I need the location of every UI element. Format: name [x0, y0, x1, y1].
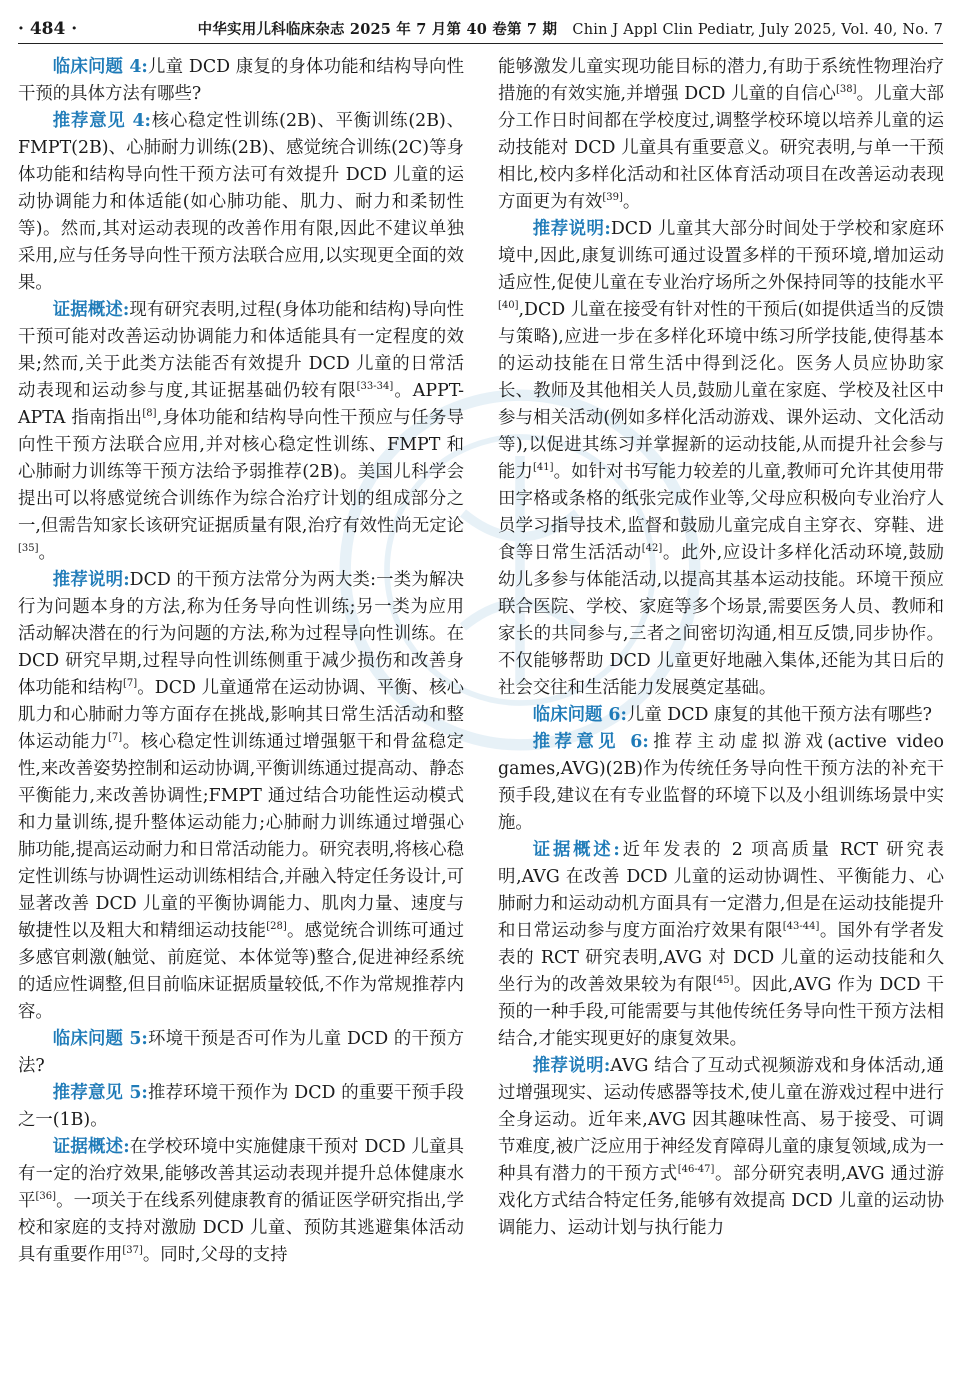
paragraph-text: 核心稳定性训练(2B)、平衡训练(2B)、FMPT(2B)、心肺耐力训练(2B)、感觉统合训练(2C)等身体功能和结构导向性干预方法可有效提升 DCD 儿童的运动协调能力和体适能(如心肺功能、肌力、耐力和柔韧性等)。然而,其对运动表现的改善作用有限,因此不建议单独采用,应与任务导向性干预方法联合应用,以实现更全面的效果。: [18, 111, 464, 293]
paragraph: [498, 702, 944, 729]
paragraph: [18, 1134, 464, 1269]
paragraph-text: 近年发表的 2 项高质量 RCT 研究表明,AVG 在改善 DCD 儿童的运动协调性、平衡能力、心肺耐力和运动动机方面具有一定潜力,但是在运动技能提升和日常运动参与度方面治疗效果有限[43-44]。国外有学者发表的 RCT 研究表明,AVG 对 DCD 儿童的运动技能和久坐行为的改善效果较为有限[45]。因此,AVG 作为 DCD 干预的一种手段,可能需要与其他传统任务导向性干预方法相结合,才能实现更好的康复效果。: [498, 840, 944, 1049]
citation-ref: [8]: [142, 408, 157, 420]
citation-ref: [7]: [107, 732, 123, 744]
section-label: 临床问题 4:: [52, 57, 148, 77]
section-label: 推荐说明:: [52, 570, 130, 590]
citation-ref: [37]: [122, 1245, 143, 1257]
citation-ref: [7]: [123, 678, 138, 690]
paragraph-text: 儿童 DCD 康复的身体功能和结构导向性干预的具体方法有哪些?: [18, 57, 465, 104]
paragraph: [498, 837, 944, 1053]
paragraph-text: 儿童 DCD 康复的其他干预方法有哪些?: [626, 705, 932, 725]
citation-ref: [33-34]: [356, 381, 394, 393]
paragraph: [18, 1026, 464, 1080]
page-header: [18, 10, 943, 44]
section-label: 证据概述:: [532, 840, 620, 860]
citation-ref: [38]: [835, 84, 857, 96]
section-label: 证据概述:: [52, 300, 130, 320]
paragraph: [18, 567, 464, 1026]
paragraph: [498, 54, 944, 216]
section-label: 证据概述:: [52, 1137, 130, 1157]
paragraph-text: 推荐环境干预作为 DCD 的重要干预手段之一(1B)。: [18, 1083, 465, 1130]
paragraph-text: 能够激发儿童实现功能目标的潜力,有助于系统性物理治疗措施的有效实施,并增强 DCD 儿童的自信心[38]。儿童大部分工作日时间都在学校度过,调整学校环境以培养儿童的运动技能对 DCD 儿童具有重要意义。研究表明,与单一干预相比,校内多样化活动和社区体育活动项目在改善运动表现方面更为有效[39]。: [498, 57, 944, 212]
citation-ref: [45]: [712, 975, 734, 987]
citation-ref: [41]: [533, 462, 554, 474]
page-number: · 484 ·: [18, 19, 78, 39]
paragraph-text: AVG 结合了互动式视频游戏和身体活动,通过增强现实、运动传感器等技术,使儿童在游戏过程中进行全身运动。近年来,AVG 因其趣味性高、易于接受、可调节难度,被广泛应用于神经发育障碍儿童的康复领域,成为一种具有潜力的干预方式[46-47]。部分研究表明,AVG 通过游戏化方式结合特定任务,能够有效提高 DCD 儿童的运动协调能力、运动计划与执行能力: [498, 1056, 945, 1238]
paragraph: [18, 54, 464, 108]
citation-ref: [28]: [266, 921, 287, 933]
paragraph-text: DCD 的干预方法常分为两大类:一类为解决行为问题本身的方法,称为任务导向性训练;另一类为应用活动解决潜在的行为问题的方法,称为过程导向性训练。在 DCD 研究早期,过程导向性训练侧重于减少损伤和改善身体功能和结构[7]。DCD 儿童通常在运动协调、平衡、核心肌力和心肺耐力等方面存在挑战,影响其日常生活活动和整体运动能力[7]。核心稳定性训练通过增强躯干和骨盆稳定性,来改善姿势控制和运动协调,平衡训练通过提高动、静态平衡能力,来改善协调性;FMPT 通过结合功能性运动模式和力量训练,提升整体运动能力;心肺耐力训练通过增强心肺功能,提高运动耐力和日常活动能力。研究表明,将核心稳定性训练与协调性运动训练相结合,并融入特定任务设计,可显著改善 DCD 儿童的平衡协调能力、肌肉力量、速度与敏捷性以及粗大和精细运动技能[28]。感觉统合训练可通过多感官刺激(触觉、前庭觉、本体觉等)整合,促进神经系统的适应性调整,但目前临床证据质量较低,不作为常规推荐内容。: [18, 570, 464, 1022]
paragraph-text: 现有研究表明,过程(身体功能和结构)导向性干预可能对改善运动协调能力和体适能具有一定程度的效果;然而,关于此类方法能否有效提升 DCD 儿童的日常活动表现和运动参与度,其证据基础仍较有限[33-34]。APPT-APTA 指南指出[8],身体功能和结构导向性干预应与任务导向性干预方法联合应用,并对核心稳定性训练、FMPT 和心肺耐力训练等干预方法给予弱推荐(2B)。美国儿科学会提出可以将感觉统合训练作为综合治疗计划的组成部分之一,但需告知家长该研究证据质量有限,治疗有效性尚无定论[35]。: [18, 300, 465, 563]
citation-ref: [43-44]: [782, 921, 820, 933]
citation-ref: [35]: [18, 543, 39, 555]
section-label: 推荐说明:: [532, 219, 611, 239]
citation-ref: [39]: [602, 192, 623, 204]
paragraph-text: DCD 儿童其大部分时间处于学校和家庭环境中,因此,康复训练可通过设置多样的干预环境,增加运动适应性,促使儿童在专业治疗场所之外保持同等的技能水平[40],DCD 儿童在接受有针对性的干预后(如提供适当的反馈与策略),应进一步在多样化环境中练习所学技能,使得基本的运动技能在日常生活中得到泛化。医务人员应协助家长、教师及其他相关人员,鼓励儿童在家庭、学校及社区中参与相关活动(例如多样化活动游戏、课外运动、文化活动等),以促进其练习并掌握新的运动技能,从而提升社会参与能力[41]。如针对书写能力较差的儿童,教师可允许其使用带田字格或条格的纸张完成作业等,父母应积极向专业治疗人员学习指导技术,监督和鼓励儿童完成自主穿衣、穿鞋、进食等日常生活活动[42]。此外,应设计多样化活动环境,鼓励幼儿多参与体能活动,以提高其基本运动技能。环境干预应联合医院、学校、家庭等多个场景,需要医务人员、教师和家长的共同参与,三者之间密切沟通,相互反馈,同步协作。不仅能够帮助 DCD 儿童更好地融入集体,还能为其日后的社会交往和生活能力发展奠定基础。: [498, 219, 944, 698]
left-column: [18, 54, 464, 1269]
paragraph: [498, 729, 944, 837]
journal-title-cn: 中华实用儿科临床杂志 2025 年 7 月第 40 卷第 7 期: [197, 21, 558, 38]
citation-ref: [40]: [498, 300, 519, 312]
journal-info: [198, 18, 943, 39]
paragraph-text: 推荐主动虚拟游戏(active video games,AVG)(2B)作为传统任务导向性干预方法的补充干预手段,建议在有专业监督的环境下以及小组训练场景中实施。: [498, 732, 944, 833]
section-label: 临床问题 6:: [532, 705, 627, 725]
paragraph: [18, 108, 464, 297]
section-label: 临床问题 5:: [52, 1029, 148, 1049]
paragraph: [18, 297, 464, 567]
paragraph-text: 环境干预是否可作为儿童 DCD 的干预方法?: [18, 1029, 465, 1076]
section-label: 推荐意见 5:: [52, 1083, 148, 1103]
paragraph-text: 在学校环境中实施健康干预对 DCD 儿童具有一定的治疗效果,能够改善其运动表现并提升总体健康水平[36]。一项关于在线系列健康教育的循证医学研究指出,学校和家庭的支持对激励 DCD 儿童、预防其逃避集体活动具有重要作用[37]。同时,父母的支持: [18, 1137, 465, 1265]
paragraph: [498, 1053, 944, 1242]
citation-ref: [36]: [35, 1191, 57, 1203]
section-label: 推荐说明:: [532, 1056, 611, 1076]
citation-ref: [42]: [641, 543, 663, 555]
right-column: [498, 54, 944, 1242]
paragraph: [18, 1080, 464, 1134]
citation-ref: [46-47]: [677, 1164, 715, 1176]
section-label: 推荐意见 6:: [532, 732, 649, 752]
section-label: 推荐意见 4:: [52, 111, 151, 131]
journal-title-en: Chin J Appl Clin Pediatr, July 2025, Vol. 40, No. 7: [572, 22, 943, 38]
paragraph: [498, 216, 944, 702]
